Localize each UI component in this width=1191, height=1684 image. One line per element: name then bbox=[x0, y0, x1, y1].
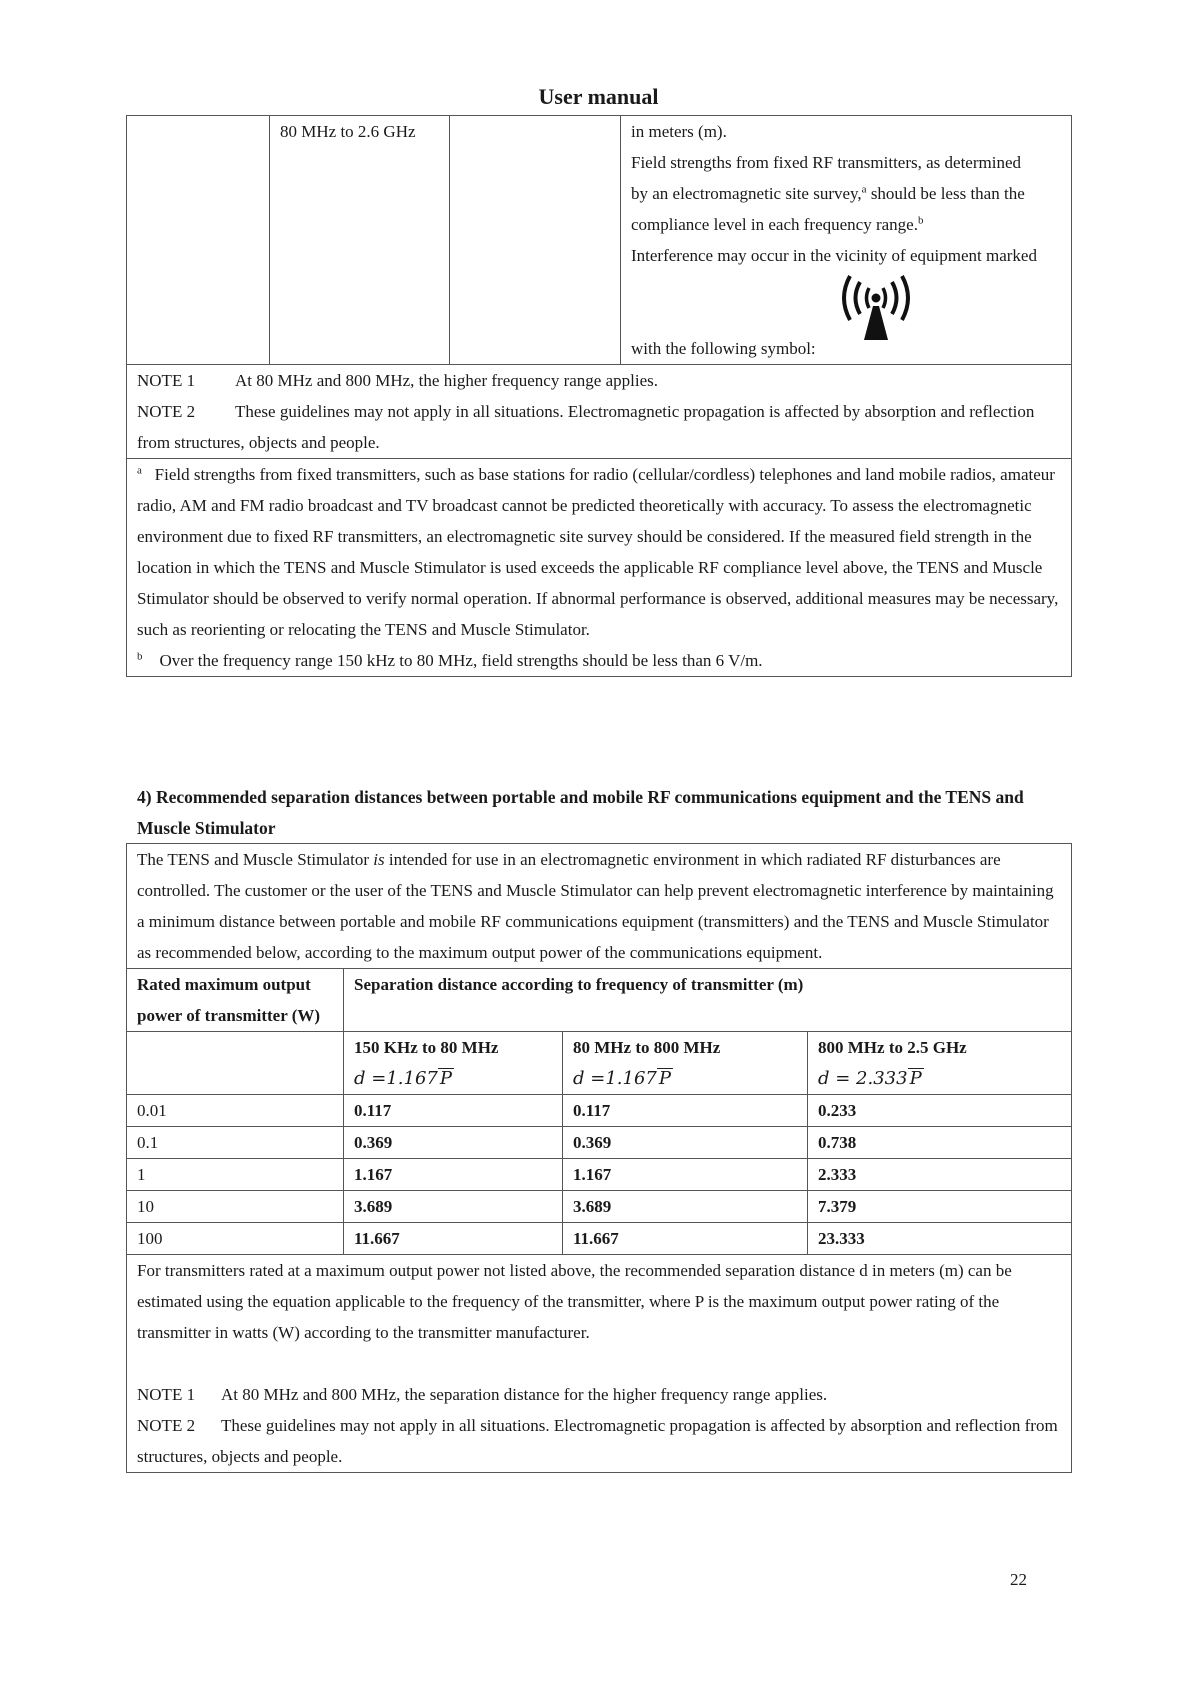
distance-cell: 1.167 bbox=[563, 1159, 808, 1191]
distance-cell: 3.689 bbox=[563, 1191, 808, 1223]
empty-cell bbox=[127, 1032, 344, 1095]
guidance-line: Field strengths from fixed RF transmitters, as determined bbox=[631, 153, 1021, 172]
footer-cell bbox=[127, 1255, 1072, 1473]
power-cell: 100 bbox=[127, 1223, 344, 1255]
guidance-line: by an electromagnetic site survey,$^a$ should be less than the bbox=[631, 183, 1025, 203]
power-cell: 0.01 bbox=[127, 1095, 344, 1127]
notes-cell bbox=[127, 365, 1072, 459]
distance-cell: 0.233 bbox=[808, 1095, 1072, 1127]
separation-distance-table bbox=[126, 843, 1072, 1473]
empty-cell bbox=[127, 116, 270, 365]
guidance-cell bbox=[621, 116, 1072, 365]
guidance-line: Interference may occur in the vicinity of equipment marked bbox=[631, 246, 1037, 265]
immunity-table-continued bbox=[126, 115, 1072, 677]
empty-cell bbox=[450, 116, 621, 365]
power-cell: 1 bbox=[127, 1159, 344, 1191]
note-1: NOTE 1 At 80 MHz and 800 MHz, the separation distance for the higher frequency range applies. bbox=[137, 1385, 828, 1404]
note-2: NOTE 2 These guidelines may not apply in all situations. Electromagnetic propagation is affected by absorption and reflection from structures, objects and people. bbox=[137, 402, 1035, 452]
table-row bbox=[127, 1127, 1072, 1159]
distance-cell: 2.333 bbox=[808, 1159, 1072, 1191]
footnote-b: $^b$ Over the frequency range 150 kHz to 80 MHz, field strengths should be less than 6 V/m. bbox=[137, 650, 763, 670]
distance-cell: 3.689 bbox=[344, 1191, 563, 1223]
table-row bbox=[127, 1223, 1072, 1255]
distance-cell: 1.167 bbox=[344, 1159, 563, 1191]
symbol-row bbox=[631, 271, 1061, 364]
footer-text: For transmitters rated at a maximum output power not listed above, the recommended separation distance d in meters (m) can be estimated using the equation applicable to the frequency of the transmitter, where P is the maximum output power rating of the transmitter in watts (W) according to the transmitter manufacturer. bbox=[137, 1261, 1012, 1342]
guidance-line: in meters (m). bbox=[631, 122, 727, 141]
non-ionizing-radiation-icon bbox=[836, 266, 916, 360]
section-title: 4) Recommended separation distances between portable and mobile RF communications equipment and the TENS and Muscle Stimulator bbox=[137, 787, 1024, 838]
distance-cell: 11.667 bbox=[563, 1223, 808, 1255]
distance-cell: 0.738 bbox=[808, 1127, 1072, 1159]
intro-cell: The TENS and Muscle Stimulator is intended for use in an electromagnetic environment in which radiated RF disturbances are controlled. The customer or the user of the TENS and Muscle Stimulator can help prevent electromagnetic interference by maintaining a minimum distance between portable and mobile RF communications equipment (transmitters) and the TENS and Muscle Stimulator as recommended below, according to the maximum output power of the communications equipment. bbox=[127, 844, 1072, 969]
note-2: NOTE 2 These guidelines may not apply in all situations. Electromagnetic propagation is affected by absorption and reflection from structures, objects and people. bbox=[137, 1416, 1058, 1466]
distance-cell: 23.333 bbox=[808, 1223, 1072, 1255]
footnotes-cell bbox=[127, 459, 1072, 677]
distance-cell: 0.117 bbox=[563, 1095, 808, 1127]
page-header-title: User manual bbox=[538, 84, 659, 109]
distance-column-header: Separation distance according to frequency of transmitter (m) bbox=[344, 969, 1072, 1032]
table-row bbox=[127, 1191, 1072, 1223]
distance-cell: 0.117 bbox=[344, 1095, 563, 1127]
band-header: 80 MHz to 800 MHz d =1.167 P bbox=[563, 1032, 808, 1095]
band-header: 800 MHz to 2.5 GHz d = 2.333 P bbox=[808, 1032, 1072, 1095]
distance-cell: 7.379 bbox=[808, 1191, 1072, 1223]
distance-cell: 0.369 bbox=[344, 1127, 563, 1159]
guidance-line: compliance level in each frequency range.$^b$ bbox=[631, 214, 924, 234]
distance-cell: 11.667 bbox=[344, 1223, 563, 1255]
footnote-a: $^a$ Field strengths from fixed transmitters, such as base stations for radio (cellular/cordless) telephones and land mobile radios, amateur radio, AM and FM radio broadcast and TV broadcast cannot be predicted theoretically with accuracy. To assess the electromagnetic environment due to fixed RF transmitters, an electromagnetic site survey should be considered. If the measured field strength in the location in which the TENS and Muscle Stimulator is used exceeds the applicable RF compliance level above, the TENS and Muscle Stimulator should be observed to verify normal operation. If abnormal performance is observed, additional measures may be necessary, such as reorienting or relocating the TENS and Muscle Stimulator. bbox=[137, 464, 1059, 639]
frequency-cell: 80 MHz to 2.6 GHz bbox=[270, 116, 450, 365]
band-header: 150 KHz to 80 MHz d =1.167 P bbox=[344, 1032, 563, 1095]
table-row bbox=[127, 1159, 1072, 1191]
symbol-label: with the following symbol: bbox=[631, 339, 816, 358]
power-cell: 10 bbox=[127, 1191, 344, 1223]
distance-cell: 0.369 bbox=[563, 1127, 808, 1159]
note-1: NOTE 1 At 80 MHz and 800 MHz, the higher frequency range applies. bbox=[137, 371, 658, 390]
page-number: 22 bbox=[1010, 1570, 1027, 1589]
table-row bbox=[127, 1095, 1072, 1127]
power-cell: 0.1 bbox=[127, 1127, 344, 1159]
power-column-header: Rated maximum output power of transmitter (W) bbox=[127, 969, 344, 1032]
